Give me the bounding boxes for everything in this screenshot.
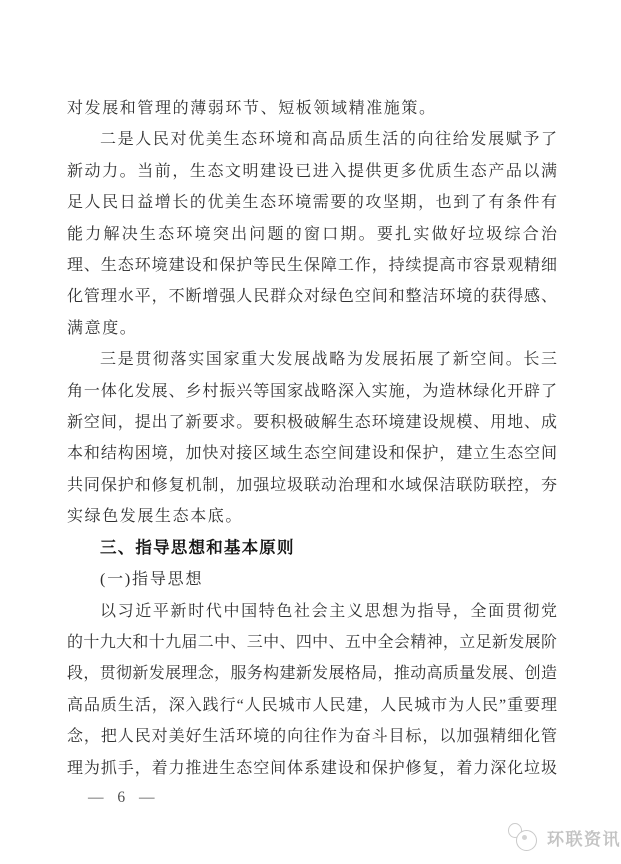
text-line: 理、生态环境建设和保护等民生保障工作，持续提高市容景观精细: [67, 257, 557, 275]
text-line: 新空间，提出了新要求。要积极破解生态环境建设规模、用地、成: [67, 414, 557, 432]
text-line: 以习近平新时代中国特色社会主义思想为指导，全面贯彻党: [100, 602, 557, 620]
text-line: 满意度。: [67, 319, 138, 337]
text-line: 理为抓手，着力推进生态空间体系建设和保护修复，着力深化垃圾: [67, 759, 557, 777]
text-line: 共同保护和修复机制，加强垃圾联动治理和水域保洁联防联控，夯: [67, 476, 557, 494]
text-line: 的十九大和十九届二中、三中、四中、五中全会精神，立足新发展阶: [67, 633, 557, 651]
brand-name: 环联资讯: [547, 829, 621, 849]
text-line: 本和结构困境，加快对接区域生态空间建设和保护，建立生态空间: [67, 445, 557, 463]
text-line: 三是贯彻落实国家重大发展战略为发展拓展了新空间。长三: [100, 351, 557, 369]
text-line: 实绿色发展生态本底。: [67, 508, 244, 526]
text-line: 对发展和管理的薄弱环节、短板领域精准施策。: [67, 100, 437, 117]
text-line: 段，贯彻新发展理念，服务构建新发展格局，推动高质量发展、创造: [67, 665, 557, 683]
text-line: 二是人民对优美生态环境和高品质生活的向往给发展赋予了: [100, 131, 557, 149]
text-line: 足人民日益增长的优美生态环境需要的攻坚期，也到了有条件有: [67, 194, 557, 212]
section-heading: 三、指导思想和基本原则: [100, 538, 295, 557]
subsection-heading: (一)指导思想: [100, 571, 204, 589]
text-line: 新动力。当前，生态文明建设已进入提供更多优质生态产品以满: [67, 162, 557, 180]
page-number: — 6 —: [88, 789, 155, 806]
text-line: 化管理水平，不断增强人民群众对绿色空间和整洁环境的获得感、: [67, 288, 557, 306]
brand-logo-icon: [505, 820, 541, 854]
text-line: 念，把人民对美好生活环境的向往作为奋斗目标，以加强精细化管: [67, 728, 557, 746]
text-block: [67, 93, 557, 784]
text-line: 高品质生活，深入践行“人民城市人民建，人民城市为人民”重要理: [67, 696, 557, 714]
text-line: 角一体化发展、乡村振兴等国家战略深入实施，为造林绿化开辟了: [67, 382, 557, 400]
watermark: [505, 820, 621, 854]
text-line: 能力解决生态环境突出问题的窗口期。要扎实做好垃圾综合治: [67, 225, 557, 243]
